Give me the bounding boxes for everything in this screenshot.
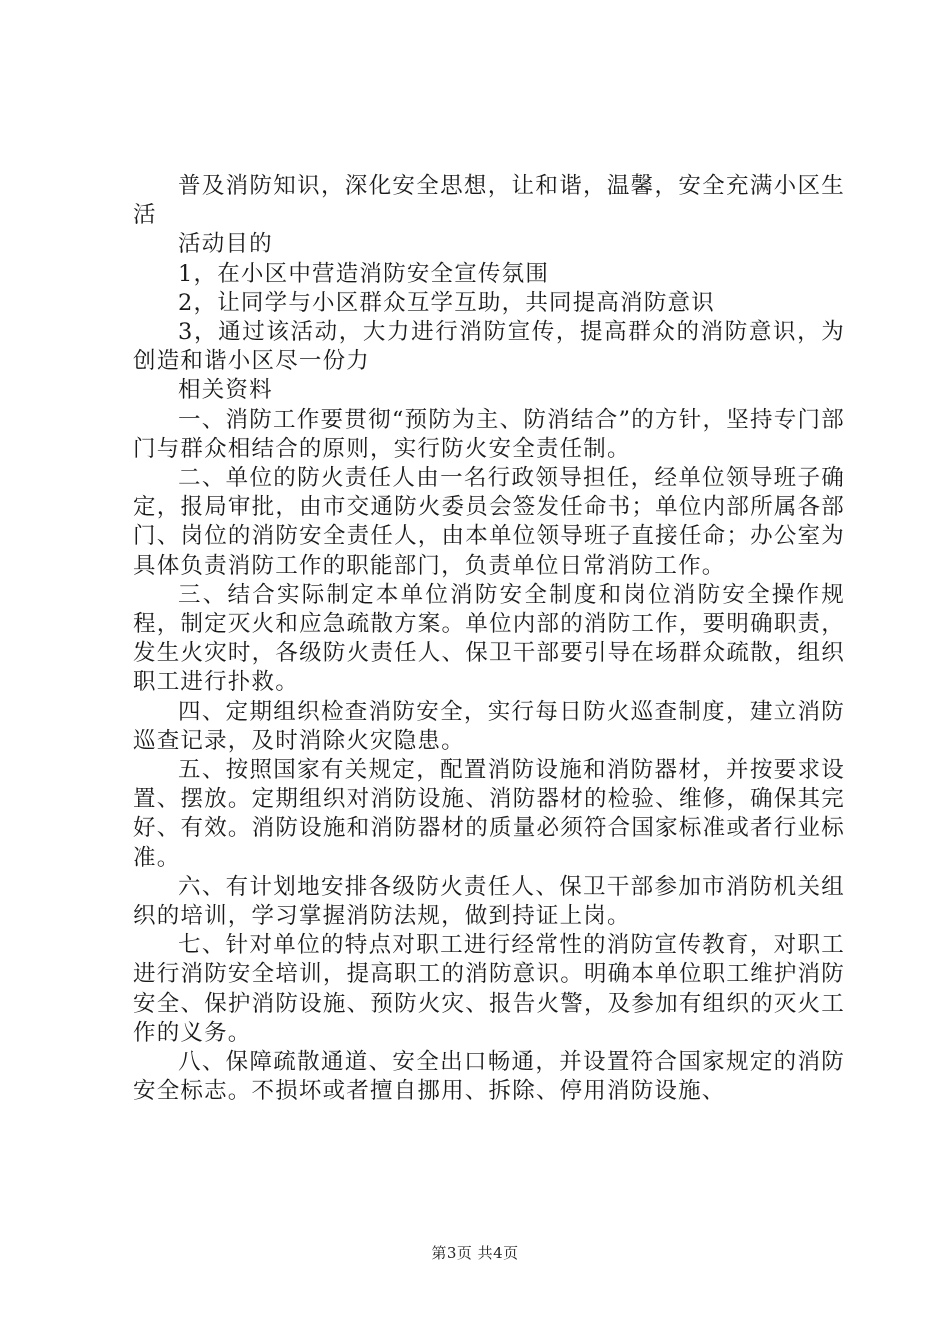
paragraph-item-1: 一、消防工作要贯彻“预防为主、防消结合”的方针，坚持专门部门与群众相结合的原则，实行防火安全责任制。 (133, 406, 845, 462)
paragraph-item-6: 六、有计划地安排各级防火责任人、保卫干部参加市消防机关组织的培训，学习掌握消防法规，做到持证上岗。 (133, 873, 845, 930)
paragraph-purpose-1: 1，在小区中营造消防安全宣传氛围 (178, 260, 550, 287)
paragraph-item-3: 三、结合实际制定本单位消防安全制度和岗位消防安全操作规程，制定灭火和应急疏散方案。单位内部的消防工作，要明确职责，发生火灾时，各级防火责任人、保卫干部要引导在场群众疏散，组织职工进行扑救。 (133, 581, 845, 696)
paragraph-item-4: 四、定期组织检查消防安全，实行每日防火巡查制度，建立消防巡查记录，及时消除火灾隐患。 (133, 698, 845, 754)
heading-activity-purpose: 活动目的 (178, 231, 273, 258)
document-body (133, 172, 845, 1107)
paragraph-item-2: 二、单位的防火责任人由一名行政领导担任，经单位领导班子确定，报局审批，由市交通防火委员会签发任命书；单位内部所属各部门、岗位的消防安全责任人，由本单位领导班子直接任命；办公室为具体负责消防工作的职能部门，负责单位日常消防工作。 (133, 465, 845, 579)
paragraph-intro: 普及消防知识，深化安全思想，让和谐，温馨，安全充满小区生活 (133, 173, 845, 229)
heading-related-materials: 相关资料 (178, 377, 273, 404)
paragraph-item-8: 八、保障疏散通道、安全出口畅通，并设置符合国家规定的消防安全标志。不损坏或者擅自挪用、拆除、停用消防设施、 (133, 1049, 845, 1105)
page-footer: 第3页 共4页 (431, 1244, 519, 1262)
paragraph-purpose-3: 3，通过该活动，大力进行消防宣传，提高群众的消防意识，为创造和谐小区尽一份力 (133, 319, 845, 375)
paragraph-item-5: 五、按照国家有关规定，配置消防设施和消防器材，并按要求设置、摆放。定期组织对消防设施、消防器材的检验、维修，确保其完好、有效。消防设施和消防器材的质量必须符合国家标准或者行业标准。 (133, 757, 845, 871)
paragraph-purpose-2: 2，让同学与小区群众互学互助，共同提高消防意识 (178, 289, 715, 316)
paragraph-item-7: 七、针对单位的特点对职工进行经常性的消防宣传教育，对职工进行消防安全培训，提高职工的消防意识。明确本单位职工维护消防安全、保护消防设施、预防火灾、报告火警，及参加有组织的灭火工作的义务。 (133, 932, 845, 1046)
